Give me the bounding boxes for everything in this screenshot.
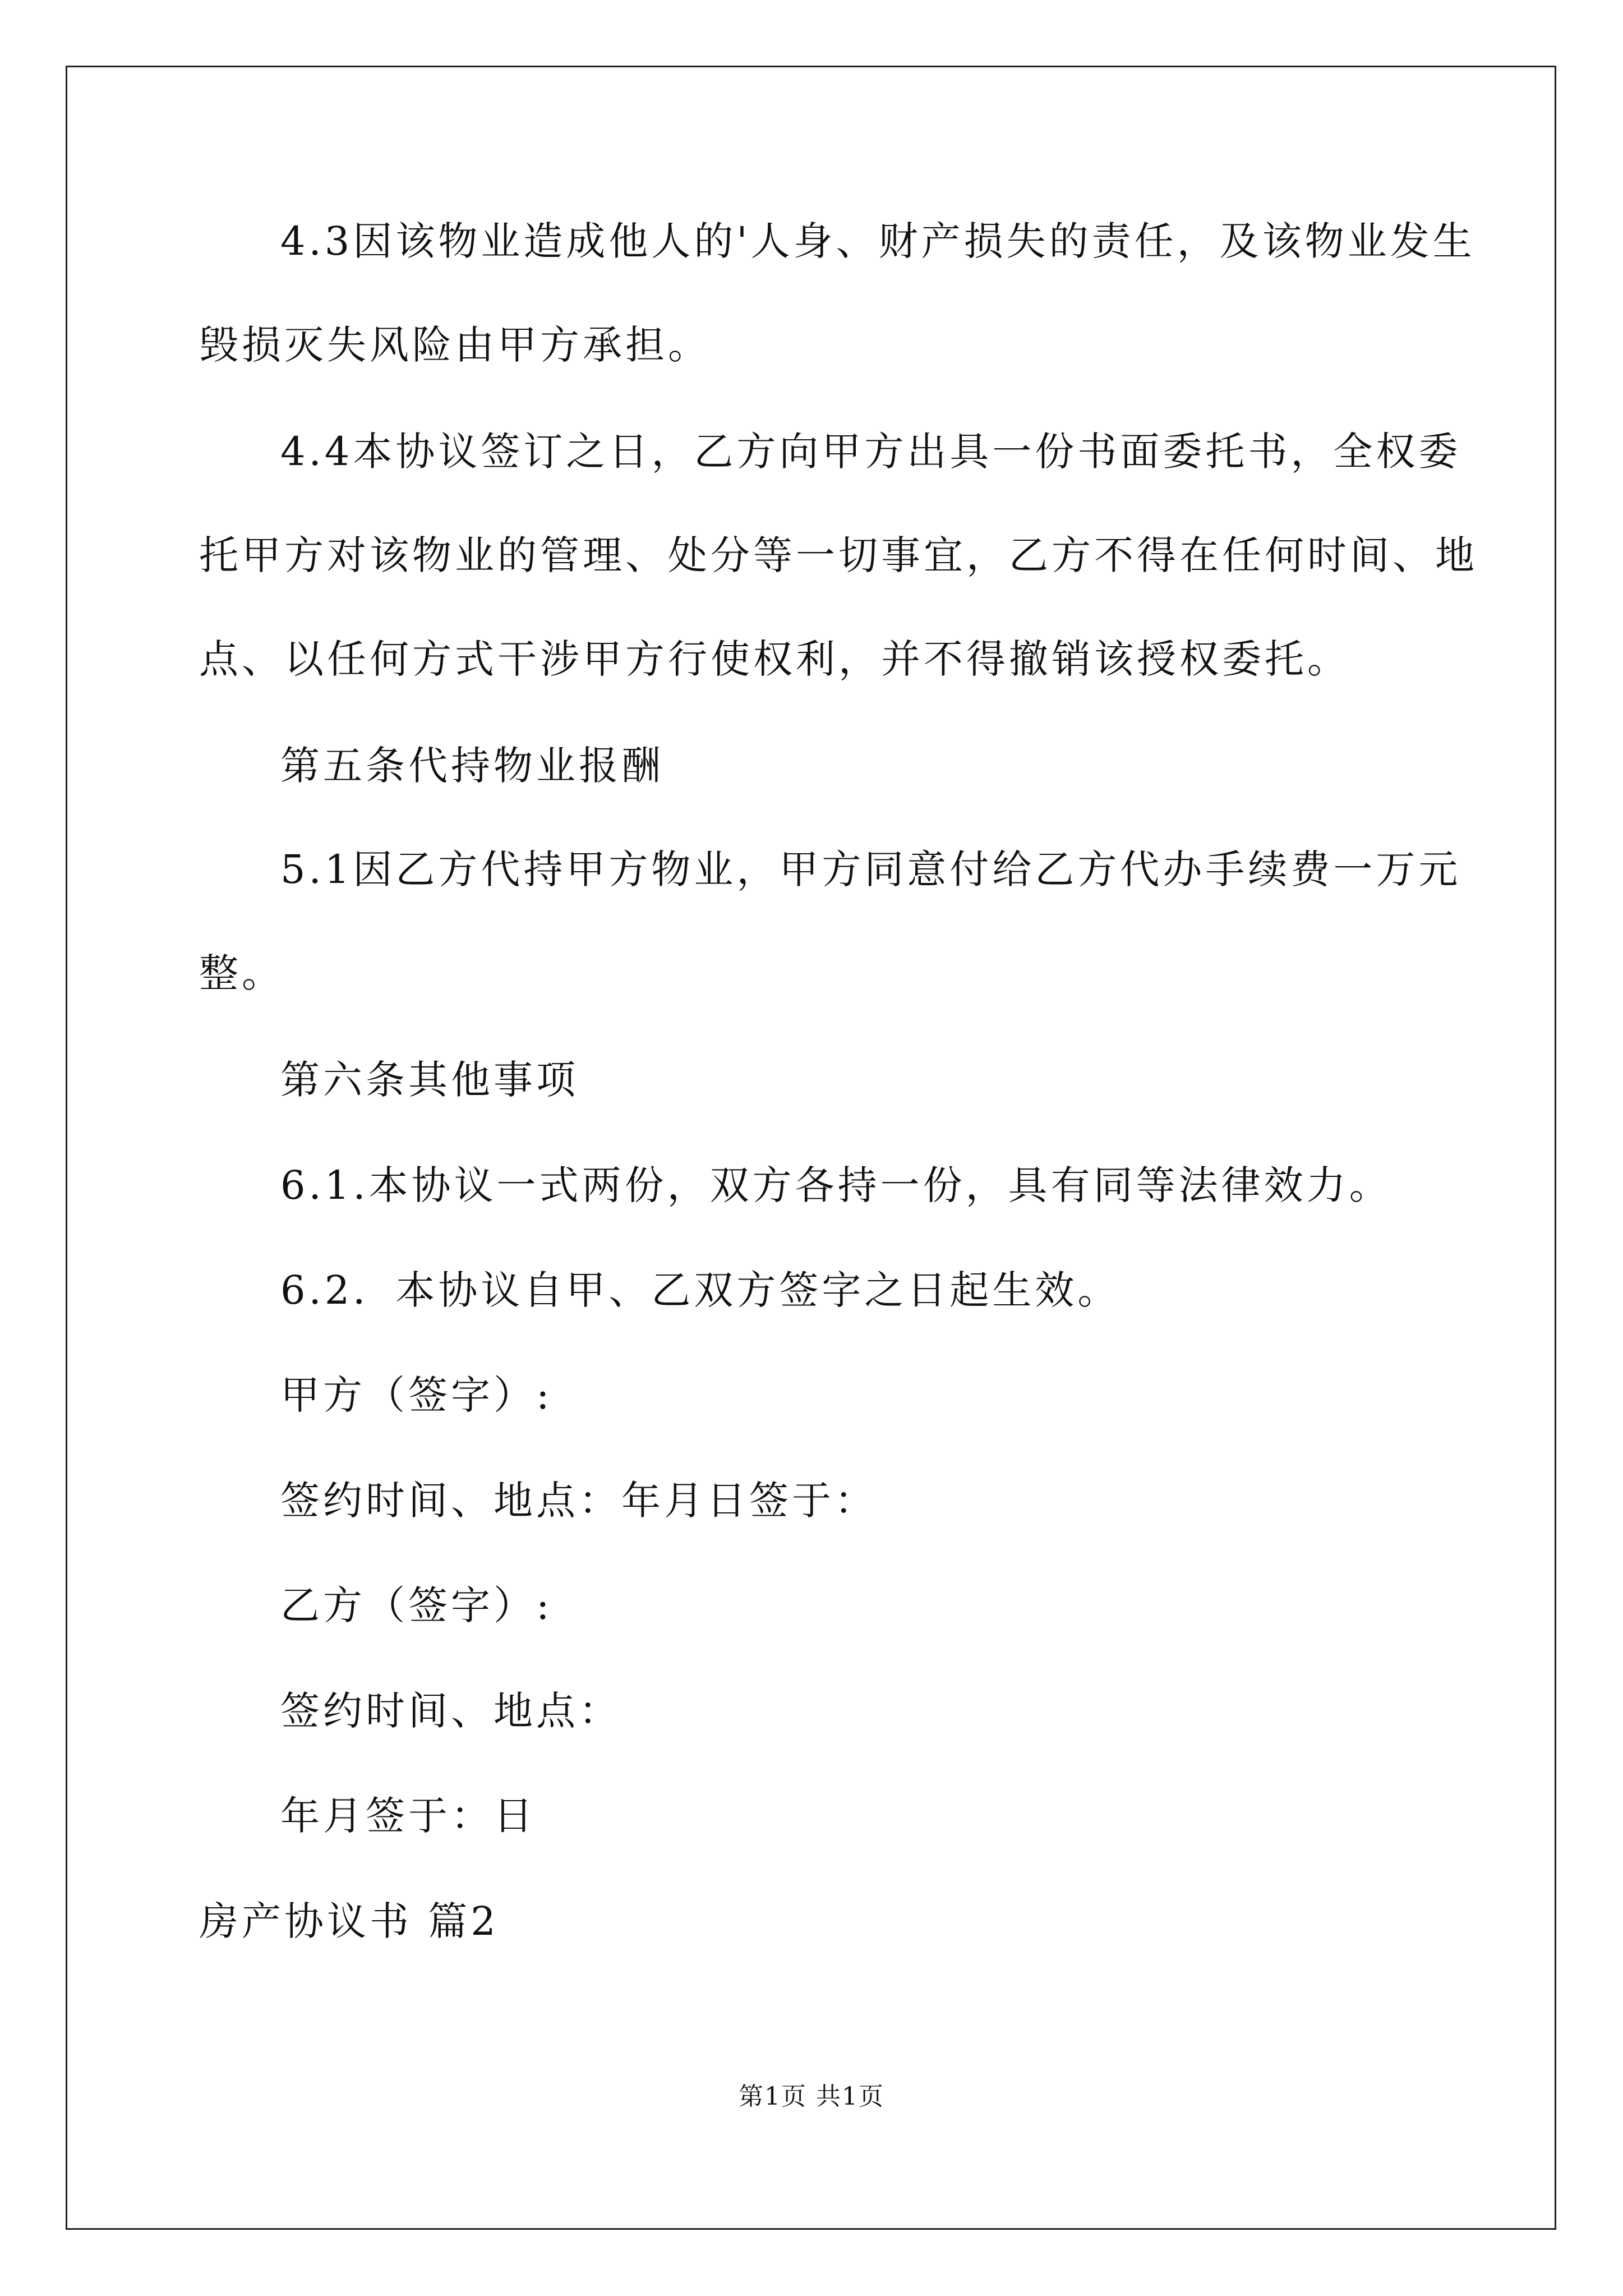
paragraph-4-3-line-2: 毁损灭失风险由甲方承担。: [199, 322, 711, 368]
paragraph-5-1-line-1: 5.1因乙方代持甲方物业，甲方同意付给乙方代办手续费一万元: [280, 846, 1461, 892]
paragraph-4-3-line-1: 4.3因该物业造成他人的'人身、财产损失的责任，及该物业发生: [280, 218, 1476, 264]
article-5-heading: 第五条代持物业报酬: [280, 743, 664, 789]
paragraph-4-4-line-3: 点、以任何方式干涉甲方行使权利，并不得撤销该授权委托。: [199, 636, 1350, 682]
paragraph-4-4-line-1: 4.4本协议签订之日，乙方向甲方出具一份书面委托书，全权委: [280, 429, 1461, 475]
party-b-signature-label: 乙方（签字）:: [280, 1582, 553, 1628]
paragraph-5-1-line-2: 整。: [199, 950, 284, 996]
paragraph-4-4-line-2: 托甲方对该物业的管理、处分等一切事宜，乙方不得在任何时间、地: [199, 532, 1478, 578]
page-footer: 第1页 共1页: [739, 2082, 884, 2111]
party-b-sign-date: 年月签于：日: [280, 1793, 536, 1839]
party-b-sign-time-place: 签约时间、地点：: [280, 1688, 621, 1734]
party-a-signature-label: 甲方（签字）:: [280, 1372, 553, 1418]
next-section-title: 房产协议书 篇2: [199, 1898, 499, 1944]
article-6-heading: 第六条其他事项: [280, 1057, 579, 1103]
party-a-sign-time-place: 签约时间、地点：年月日签于：: [280, 1478, 877, 1524]
paragraph-6-2: 6.2．本协议自甲、乙双方签字之日起生效。: [280, 1267, 1121, 1313]
paragraph-6-1: 6.1.本协议一式两份，双方各持一份，具有同等法律效力。: [280, 1162, 1392, 1208]
